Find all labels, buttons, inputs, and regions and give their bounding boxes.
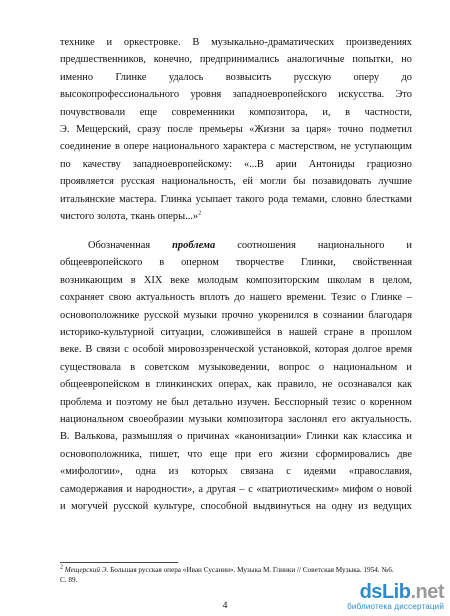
text-line: основоположника, пишет, что еще при его жизни сформировались две [60, 448, 412, 460]
text-line: предшественников, конечно, предпринимались аналогичные попытки, но [60, 54, 412, 66]
text-line: существовала в советском музыковедении, вопрос о национальном и [60, 361, 412, 373]
text-line: итальянские мастера. Глинка усыпает такого рода темами, словно блестками [60, 193, 412, 205]
emphasized-term: проблема [172, 240, 216, 251]
quote-end-text: чистого золота, ткань оперы...» [60, 211, 199, 223]
text-line: возникающим в XIX веке молодым композиторским школам в целом, [60, 274, 412, 286]
text-line: В. Валькова, размышляя о причинах «канонизации» Глинки как классика и [60, 431, 412, 443]
watermark-net: .net [410, 581, 444, 603]
text-line: и могучей русской культуре, способной выдвинуться на одну из ведущих [60, 501, 412, 513]
text-line: проявляется русская национальность, ей могли бы позавидовать лучшие [60, 176, 412, 188]
paragraph-1 [60, 34, 412, 225]
text-line: общеевропейского в оперном творчестве Глинки, свойственная [60, 257, 412, 269]
text-line: по качеству западноевропейскому: «...В арии Антониды грациозно [60, 158, 412, 170]
text-line: почувствовали еще современники композитора, и, в частности, [60, 106, 412, 118]
text-line: именно Глинке удалось возвысить русскую оперу до [60, 71, 412, 83]
watermark-subtitle: библиотека диссертаций [347, 602, 444, 611]
text-line [60, 208, 412, 225]
text-line: национальном своеобразии музыки композитора заслонял его актуальность. [60, 414, 412, 426]
footnote-divider [60, 562, 178, 563]
watermark-brand [347, 582, 444, 602]
text-line: самодержавия и народности», а другая – с «патриотическим» мифом о новой [60, 483, 412, 495]
text-line: основоположнике русской музыки прочно укоренился в сознании благодаря [60, 309, 412, 321]
footnote-reference[interactable]: 2 [198, 210, 202, 217]
text-line: общеевропейском в глинкинских операх, как правило, не осознавался как [60, 379, 412, 391]
text-line: сохраняет свою актуальность вплоть до нашего времени. Тезис о Глинке – [60, 292, 412, 304]
text-line: соединение в опере национального характера с мастерством, не уступающим [60, 141, 412, 153]
footnote-author: Мещерский Э. [64, 566, 109, 574]
text-line-first [60, 237, 412, 254]
footnote-text: Большая русская опера «Иван Сусанин». Музыка М. Глинки // Советская Музыка. 1954. №6. [108, 566, 394, 574]
watermark-lib: Lib [381, 581, 411, 603]
text-line: высокопрофессионального уровня западноевропейского искусства. Это [60, 89, 412, 101]
text-line: проблема и поэтому не был детально изучен. Бесспорный тезис о коренном [60, 396, 412, 408]
text-fragment: Обозначенная [88, 240, 173, 251]
text-fragment: соотношения национального и [215, 240, 412, 251]
footnote-number: 2 [60, 564, 63, 571]
watermark-ds: ds [359, 581, 382, 603]
page-number: 4 [222, 600, 228, 611]
footnote-line: С. 89. [60, 575, 78, 584]
watermark-logo[interactable] [347, 582, 444, 612]
paragraph-2 [60, 237, 412, 516]
text-line: веке. В связи с особой мировоззренческой установкой, которая долгое время [60, 344, 412, 356]
text-line: Э. Мещерский, сразу после премьеры «Жизни за царя» точно подметил [60, 124, 412, 136]
footnote-line [60, 566, 412, 576]
text-line: «мифологии», одна из которых связана с идеями «православия, [60, 466, 412, 478]
text-line: историко-культурной ситуации, сложившейся в нашей стране в прошлом [60, 327, 412, 339]
text-line: технике и оркестровке. В музыкально-драматических произведениях [60, 37, 412, 48]
